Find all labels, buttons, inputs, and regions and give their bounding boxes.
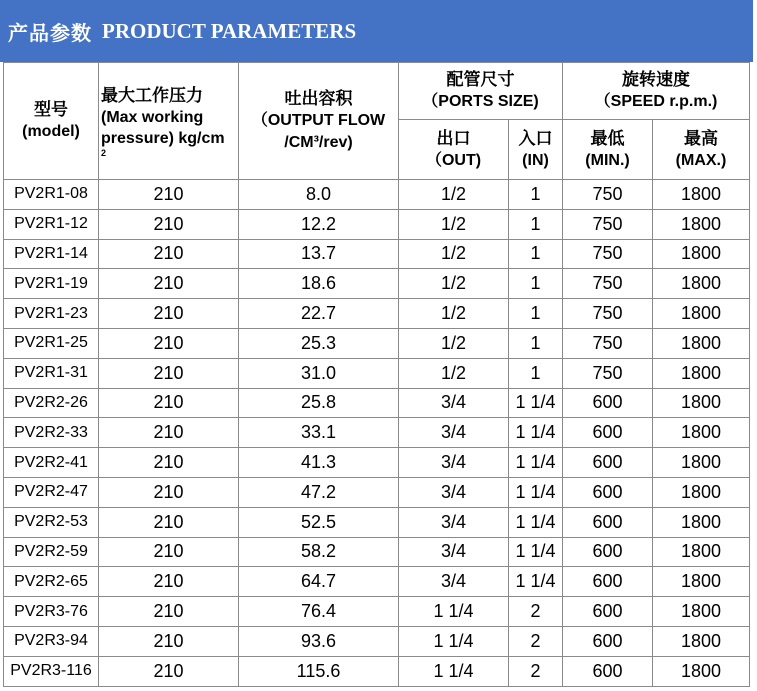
table-row [4,388,750,418]
speed-max-cell: 1800 [653,448,750,478]
speed-min-cell: 750 [563,180,653,210]
header-ports-in [509,120,563,180]
pressure-value-cell: 210 [99,567,239,597]
model-cell: PV2R2-47 [4,477,99,507]
port-in-cell: 1 [509,299,563,329]
header-output-flow [239,63,399,180]
header-ports-size [399,63,563,120]
speed-max-cell: 1800 [653,597,750,627]
speed-min-cell: 600 [563,597,653,627]
output-flow-cell: 58.2 [239,537,399,567]
table-row [4,507,750,537]
header-pressure-en-1: (Max working [101,108,204,126]
output-flow-cell: 115.6 [239,656,399,686]
model-cell: PV2R2-65 [4,567,99,597]
port-in-cell: 1 [509,209,563,239]
header-pressure-sup: 2 [101,147,107,158]
model-cell: PV2R1-23 [4,299,99,329]
model-cell: PV2R1-31 [4,358,99,388]
port-in-cell: 1 [509,328,563,358]
table-row [4,180,750,210]
pressure-value-cell: 210 [99,299,239,329]
table-row [4,239,750,269]
page-header [0,0,757,62]
speed-max-cell: 1800 [653,567,750,597]
port-out-cell: 1/2 [399,239,509,269]
port-in-cell: 1 1/4 [509,448,563,478]
header-pressure [99,63,239,180]
port-out-cell: 3/4 [399,507,509,537]
pressure-value-cell: 210 [99,537,239,567]
header-out-cn: 出口 [436,128,471,149]
port-in-cell: 1 1/4 [509,507,563,537]
port-out-cell: 3/4 [399,477,509,507]
output-flow-cell: 13.7 [239,239,399,269]
model-cell: PV2R1-12 [4,209,99,239]
table-row [4,209,750,239]
pressure-value-cell: 210 [99,477,239,507]
table-row [4,656,750,686]
speed-min-cell: 600 [563,418,653,448]
header-speed-min [563,120,653,180]
port-in-cell: 1 [509,269,563,299]
output-flow-cell: 8.0 [239,180,399,210]
header-pressure-cn: 最大工作压力 [101,85,203,106]
table-row [4,358,750,388]
pressure-value-cell: 210 [99,626,239,656]
model-cell: PV2R2-26 [4,388,99,418]
table-row [4,626,750,656]
speed-min-cell: 600 [563,537,653,567]
product-parameters-table [3,62,750,687]
header-output-cn: 吐出容积 [284,89,353,109]
port-out-cell: 1/2 [399,180,509,210]
table-row [4,448,750,478]
pressure-value-cell: 210 [99,597,239,627]
table-row [4,418,750,448]
pressure-value-cell: 210 [99,269,239,299]
header-model-en: (model) [22,123,80,140]
speed-min-cell: 750 [563,328,653,358]
speed-max-cell: 1800 [653,299,750,329]
pressure-value-cell: 210 [99,656,239,686]
port-in-cell: 1 1/4 [509,567,563,597]
model-cell: PV2R1-14 [4,239,99,269]
speed-min-cell: 600 [563,507,653,537]
speed-max-cell: 1800 [653,537,750,567]
port-in-cell: 1 1/4 [509,388,563,418]
pressure-value-cell: 210 [99,388,239,418]
port-in-cell: 1 1/4 [509,537,563,567]
pressure-value-cell: 210 [99,507,239,537]
title-chinese: 产品参数 [8,20,92,45]
port-out-cell: 1 1/4 [399,656,509,686]
speed-min-cell: 750 [563,299,653,329]
output-flow-cell: 47.2 [239,477,399,507]
speed-max-cell: 1800 [653,239,750,269]
speed-min-cell: 750 [563,209,653,239]
port-in-cell: 1 1/4 [509,477,563,507]
speed-min-cell: 600 [563,477,653,507]
output-flow-cell: 64.7 [239,567,399,597]
table-row [4,597,750,627]
output-flow-cell: 25.8 [239,388,399,418]
speed-max-cell: 1800 [653,626,750,656]
table-row [4,299,750,329]
model-cell: PV2R1-25 [4,328,99,358]
header-output-en-1: （OUTPUT FLOW [251,112,386,129]
pressure-value-cell: 210 [99,418,239,448]
port-in-cell: 1 [509,358,563,388]
header-speed-en: （SPEED r.p.m.) [594,93,718,110]
header-ports-en: （PORTS SIZE) [422,93,539,110]
port-out-cell: 1/2 [399,358,509,388]
header-min-en: (MIN.) [585,151,630,169]
model-cell: PV2R2-59 [4,537,99,567]
speed-max-cell: 1800 [653,328,750,358]
table-row [4,477,750,507]
speed-max-cell: 1800 [653,418,750,448]
speed-min-cell: 750 [563,358,653,388]
speed-max-cell: 1800 [653,507,750,537]
speed-min-cell: 600 [563,567,653,597]
output-flow-cell: 31.0 [239,358,399,388]
table-body [4,180,750,687]
port-out-cell: 3/4 [399,418,509,448]
speed-max-cell: 1800 [653,656,750,686]
speed-min-cell: 600 [563,656,653,686]
output-flow-cell: 22.7 [239,299,399,329]
port-out-cell: 1 1/4 [399,597,509,627]
output-flow-cell: 25.3 [239,328,399,358]
model-cell: PV2R3-94 [4,626,99,656]
header-pressure-en-2: pressure) kg/cm [101,129,225,147]
speed-max-cell: 1800 [653,358,750,388]
speed-min-cell: 750 [563,269,653,299]
port-in-cell: 2 [509,626,563,656]
pressure-value-cell: 210 [99,358,239,388]
output-flow-cell: 93.6 [239,626,399,656]
speed-max-cell: 1800 [653,269,750,299]
table-row [4,269,750,299]
speed-min-cell: 600 [563,448,653,478]
model-cell: PV2R1-19 [4,269,99,299]
port-out-cell: 1/2 [399,269,509,299]
port-in-cell: 2 [509,597,563,627]
table-header [4,63,750,180]
header-speed-max [653,120,750,180]
pressure-value-cell: 210 [99,209,239,239]
header-ports-out [399,120,509,180]
model-cell: PV2R2-41 [4,448,99,478]
speed-min-cell: 600 [563,626,653,656]
port-out-cell: 1 1/4 [399,626,509,656]
header-speed-cn: 旋转速度 [622,70,690,90]
model-cell: PV2R3-116 [4,656,99,686]
port-out-cell: 1/2 [399,328,509,358]
header-model [4,63,99,180]
table-row [4,537,750,567]
port-in-cell: 1 [509,180,563,210]
port-in-cell: 1 [509,239,563,269]
speed-min-cell: 600 [563,388,653,418]
port-out-cell: 1/2 [399,209,509,239]
header-min-cn: 最低 [590,128,625,149]
table-row [4,567,750,597]
speed-max-cell: 1800 [653,209,750,239]
speed-min-cell: 750 [563,239,653,269]
pressure-value-cell: 210 [99,180,239,210]
port-out-cell: 3/4 [399,537,509,567]
header-max-cn: 最高 [684,128,718,149]
header-in-cn: 入口 [518,128,553,149]
port-out-cell: 1/2 [399,299,509,329]
header-in-en: (IN) [522,151,549,169]
header-speed [563,63,750,120]
output-flow-cell: 18.6 [239,269,399,299]
port-out-cell: 3/4 [399,567,509,597]
table-row [4,328,750,358]
model-cell: PV2R1-08 [4,180,99,210]
speed-max-cell: 1800 [653,388,750,418]
port-out-cell: 3/4 [399,388,509,418]
pressure-value-cell: 210 [99,328,239,358]
output-flow-cell: 76.4 [239,597,399,627]
header-ports-cn: 配管尺寸 [446,70,515,90]
port-in-cell: 1 1/4 [509,418,563,448]
model-cell: PV2R3-76 [4,597,99,627]
title-english: PRODUCT PARAMETERS [102,18,357,43]
header-model-cn: 型号 [34,100,68,120]
pressure-value-cell: 210 [99,448,239,478]
output-flow-cell: 41.3 [239,448,399,478]
header-output-en-2: /CM³/rev) [284,134,353,151]
speed-max-cell: 1800 [653,180,750,210]
header-out-en: （OUT) [425,151,482,169]
model-cell: PV2R2-33 [4,418,99,448]
output-flow-cell: 12.2 [239,209,399,239]
output-flow-cell: 33.1 [239,418,399,448]
output-flow-cell: 52.5 [239,507,399,537]
speed-max-cell: 1800 [653,477,750,507]
port-in-cell: 2 [509,656,563,686]
model-cell: PV2R2-53 [4,507,99,537]
header-max-en: (MAX.) [675,151,727,169]
pressure-value-cell: 210 [99,239,239,269]
port-out-cell: 3/4 [399,448,509,478]
